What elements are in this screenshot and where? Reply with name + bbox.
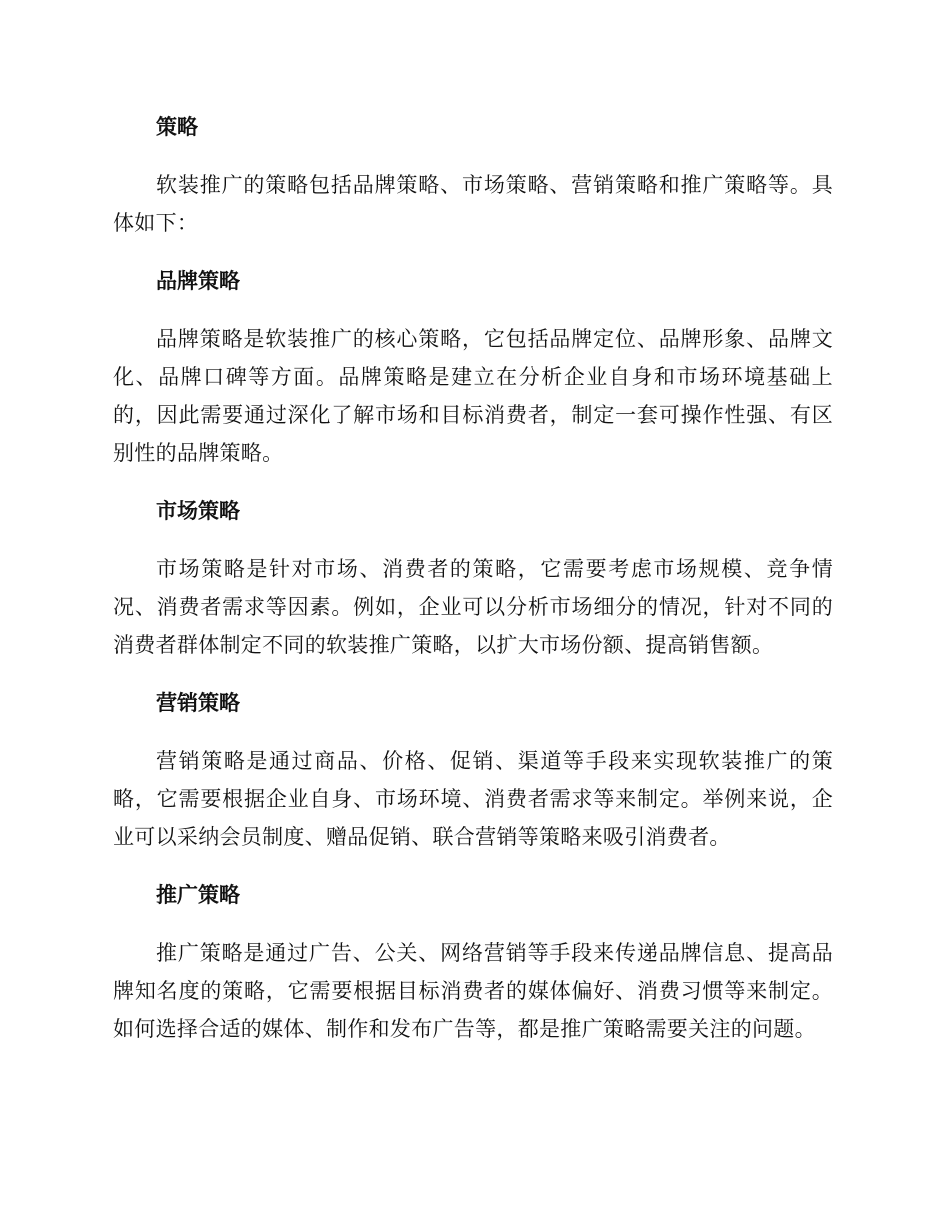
- section-heading-marketing-strategy: 营销策略: [156, 691, 240, 715]
- section-body-brand-strategy: 品牌策略是软装推广的核心策略，它包括品牌定位、品牌形象、品牌文化、品牌口碑等方面。品牌策略是建立在分析企业自身和市场环境基础上的，因此需要通过深化了解市场和目标消费者，制定一套可操作性强、有区别性的品牌策略。: [113, 327, 833, 465]
- section-heading-promotion-strategy: 推广策略: [156, 883, 240, 907]
- section-heading-brand-strategy: 品牌策略: [156, 269, 240, 293]
- section-heading-market-strategy: 市场策略: [156, 499, 240, 523]
- section-heading-strategy: 策略: [156, 115, 198, 139]
- section-body-market-strategy: 市场策略是针对市场、消费者的策略，它需要考虑市场规模、竞争情况、消费者需求等因素。例如，企业可以分析市场细分的情况，针对不同的消费者群体制定不同的软装推广策略，以扩大市场份额、提高销售额。: [113, 557, 833, 657]
- document-content: [113, 108, 833, 1068]
- section-body-strategy: 软装推广的策略包括品牌策略、市场策略、营销策略和推广策略等。具体如下：: [113, 173, 833, 235]
- section-body-marketing-strategy: 营销策略是通过商品、价格、促销、渠道等手段来实现软装推广的策略，它需要根据企业自身、市场环境、消费者需求等来制定。举例来说，企业可以采纳会员制度、赠品促销、联合营销等策略来吸引消费者。: [113, 749, 833, 849]
- section-body-promotion-strategy: 推广策略是通过广告、公关、网络营销等手段来传递品牌信息、提高品牌知名度的策略，它需要根据目标消费者的媒体偏好、消费习惯等来制定。如何选择合适的媒体、制作和发布广告等，都是推广策略需要关注的问题。: [113, 941, 833, 1041]
